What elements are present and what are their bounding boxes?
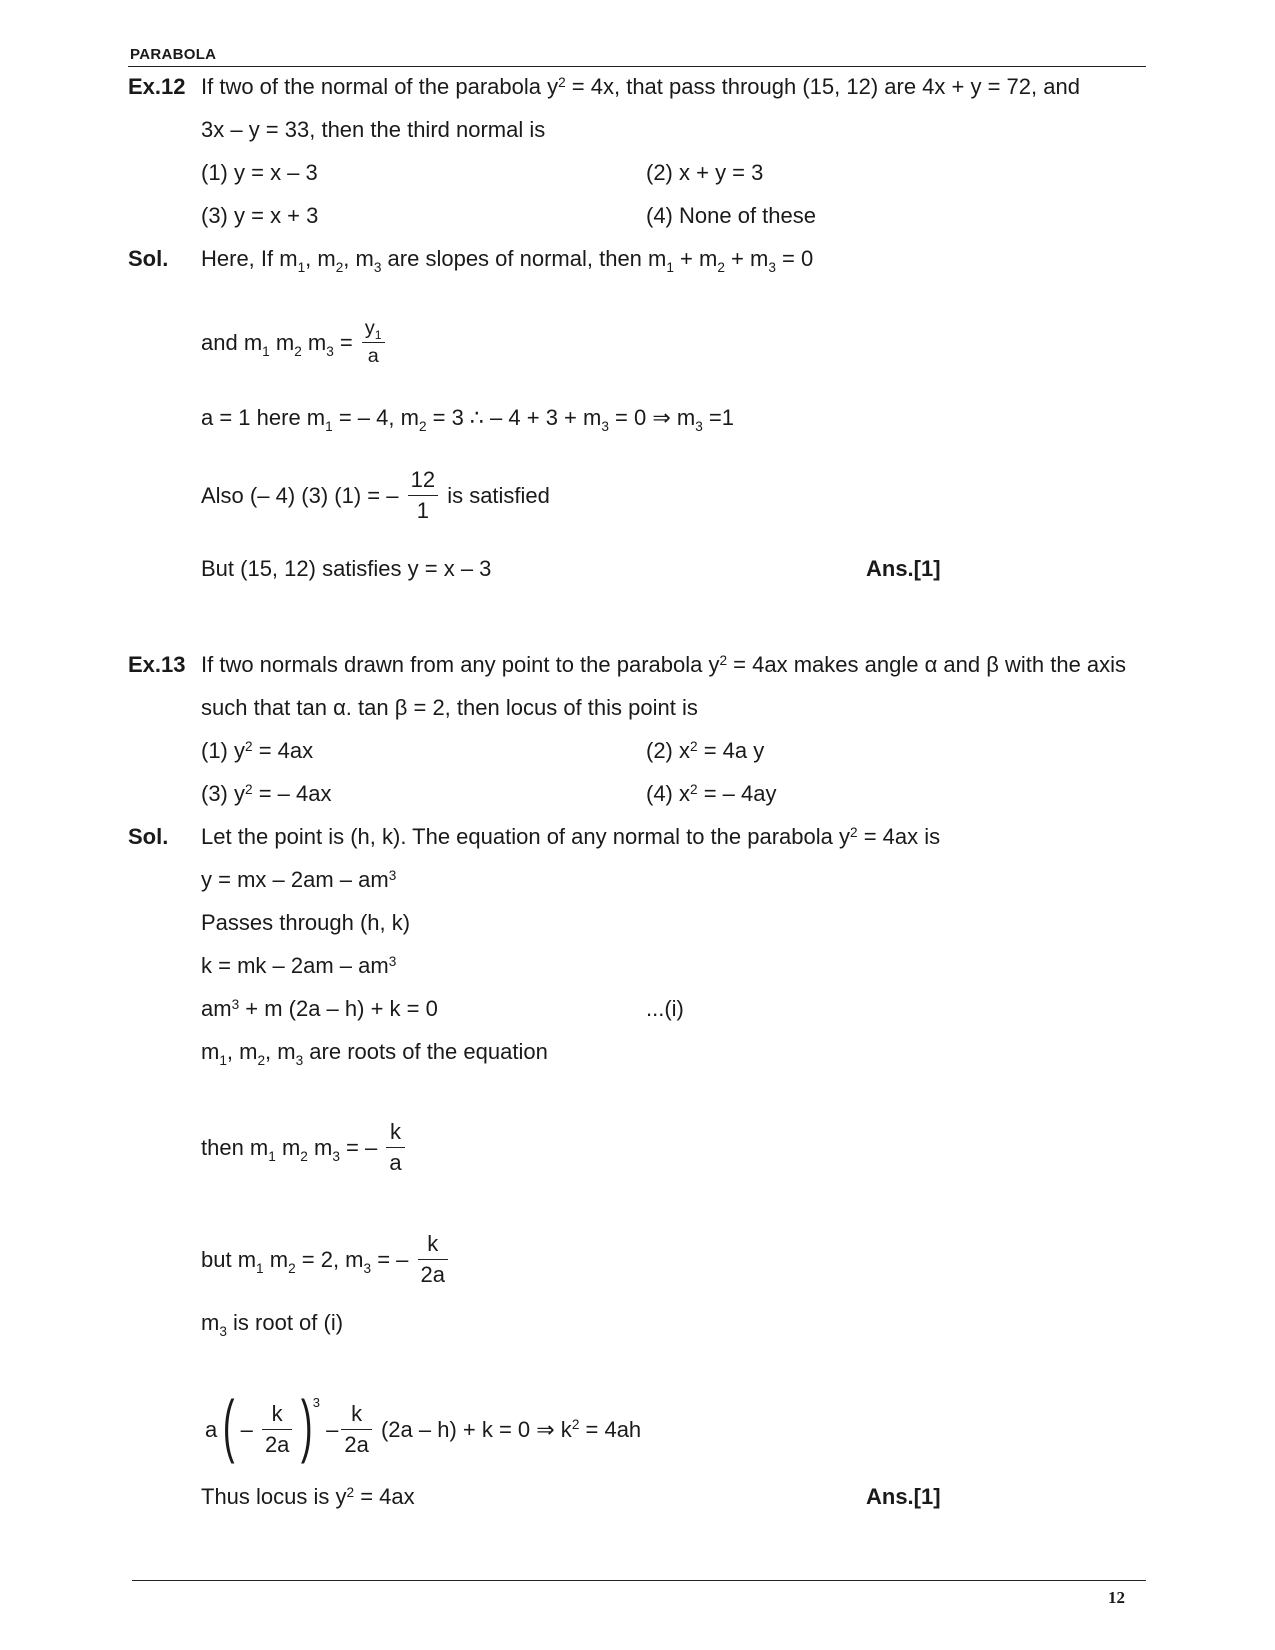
ex13-sol-line5: $am^3 + m$ (2a – h) + k = 0 <box>201 996 438 1021</box>
ex12-question-line1: If two of the normal of the parabola $y^2 = 4x$, that pass through (15, 12) are 4x + y = 72, and <box>201 74 1080 99</box>
fraction-y1-over-a: $\frac{y_1}{a}$ <box>362 315 385 369</box>
ex12-sol-line5: But (15, 12) satisfies y = x – 3 <box>201 556 492 581</box>
fraction-k-over-2a: $\frac{k}{2a}$ <box>418 1229 448 1289</box>
ex12-question-line2: 3x – y = 33, then the third normal is <box>201 117 546 142</box>
ex13-solution-label: Sol. <box>128 824 169 849</box>
ex13-question-line2: such that tan α. tan β = 2, then locus of this point is <box>201 695 698 720</box>
ex12-solution-label: Sol. <box>128 246 169 271</box>
ex12-sol-line3: a = 1 here $m_1$ = – 4, $m_2 = 3$ ∴ – $4 + 3 + m_3 = 0$ ⇒ $m_3 =1$ <box>201 405 734 434</box>
right-parenthesis: ) <box>301 1386 313 1464</box>
ex12-sol-line2: and $m_1$ $m_2$ $m_3$ = $\frac{y_1}{a}$ <box>201 317 388 371</box>
ex13-sol-line8: but $m_1$ $m_2 = 2$, $m_3$ = – $\frac{k}{2a}$ <box>201 1231 451 1291</box>
ex12-option-4: (4) None of these <box>646 203 816 228</box>
ex12-option-2: (2) x + y = 3 <box>646 160 764 185</box>
ex12-sol-line1: Here, If $m_1$, $m_2$, $m_3$ are slopes of normal, then $m_1 + m_2 + m_3 = 0$ <box>201 246 814 275</box>
ex13-sol-line3: Passes through (h, k) <box>201 910 411 935</box>
ex13-option-4: (4) $x^2$ = – 4ay <box>646 781 777 806</box>
ex12-label: Ex.12 <box>128 74 186 99</box>
ex13-option-2: (2) $x^2 = 4a$ y <box>646 738 765 763</box>
ex13-sol-line11: Thus locus is $y^2 = 4ax$ <box>201 1484 415 1509</box>
fraction-k-over-2a-cubed: $\frac{k}{2a}$ <box>262 1399 292 1459</box>
ex13-sol-line10: a( – $\frac{k}{2a}$ )$^3$ – $\frac{k}{2a}$ (2a – h) + k = 0 ⇒ $k^2 = 4ah$ <box>205 1386 642 1464</box>
footer-rule <box>132 1580 1146 1581</box>
ex13-sol-line2: y = mx – $2am - am^3$ <box>201 867 397 892</box>
ex12-option-1: (1) y = x – 3 <box>201 160 318 185</box>
page-number: 12 <box>1108 1588 1125 1607</box>
ex12-sol-line4: Also (– 4) (3) (1) = – $\frac{12}{1}$ is satisfied <box>201 467 550 527</box>
ex13-sol-line1: Let the point is (h, k). The equation of any normal to the parabola $y^2 = 4ax$ is <box>201 824 941 849</box>
fraction-12-over-1: $\frac{12}{1}$ <box>408 465 438 525</box>
ex13-sol-line4: k = mk – $2am - am^3$ <box>201 953 397 978</box>
fraction-k-over-2a-second: $\frac{k}{2a}$ <box>341 1399 371 1459</box>
ex13-sol-line7: then $m_1$ $m_2$ $m_3$ = – $\frac{k}{a}$ <box>201 1119 408 1179</box>
ex13-answer: Ans.[1] <box>866 1484 941 1509</box>
ex12-option-3: (3) y = x + 3 <box>201 203 319 228</box>
fraction-k-over-a: $\frac{k}{a}$ <box>386 1117 404 1177</box>
ex13-question-line1: If two normals drawn from any point to the parabola $y^2 = 4ax$ makes angle α and β with the axis <box>201 652 1127 677</box>
equation-reference-i: ...(i) <box>646 996 684 1021</box>
ex13-sol-line6: $m_1$, $m_2$, $m_3$ are roots of the equation <box>201 1039 548 1068</box>
ex13-sol-line9: $m_3$ is root of (i) <box>201 1310 344 1339</box>
header-rule <box>128 66 1146 67</box>
left-parenthesis: ( <box>223 1386 235 1464</box>
cube-exponent: 3 <box>312 1394 320 1410</box>
ex12-answer: Ans.[1] <box>866 556 941 581</box>
ex13-label: Ex.13 <box>128 652 186 677</box>
ex13-option-3: (3) $y^2$ = – 4ax <box>201 781 332 806</box>
running-header: PARABOLA <box>130 46 217 63</box>
ex13-option-1: (1) $y^2 = 4ax$ <box>201 738 314 763</box>
